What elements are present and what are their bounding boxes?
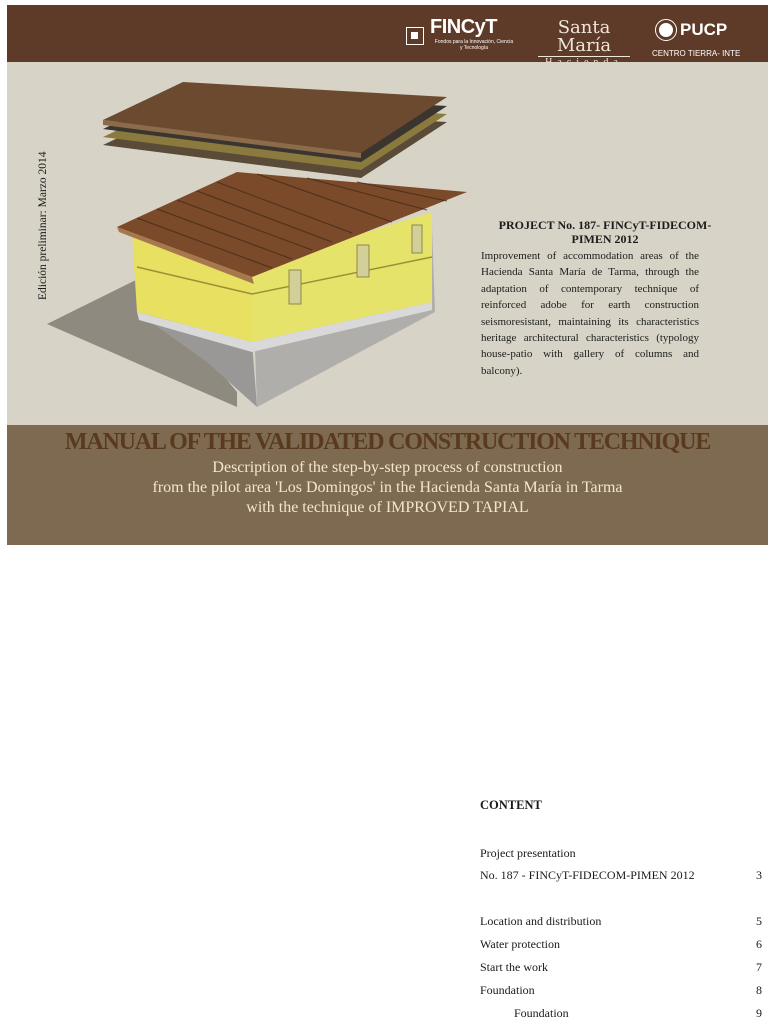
pucp-logo-subtitle: CENTRO TIERRA- INTE [652,49,741,58]
toc-row-label: Location and distribution [480,914,602,928]
fincyt-logo [400,17,512,57]
toc-row[interactable] [480,1006,762,1022]
toc-row[interactable] [480,960,762,976]
toc-row-label: Start the work [480,960,548,974]
manual-title: MANUAL OF THE VALIDATED CONSTRUCTION TECHNIQUE [64,429,711,455]
toc-row-page: 7 [756,960,762,974]
toc-row-label: Foundation [480,983,535,997]
edition-note: Edición preliminar: Marzo 2014 [37,151,49,300]
fincyt-logo-name: FINCyT [430,16,497,38]
toc-row[interactable] [480,937,762,953]
toc-row-page: 8 [756,983,762,997]
toc-row[interactable] [480,914,762,930]
window-2 [357,245,369,277]
toc-row-label: Water protection [480,937,560,951]
toc-row-page: 9 [756,1006,762,1020]
santa-maria-logo [529,19,639,59]
toc-row-page: 6 [756,937,762,951]
window-1 [289,270,301,304]
fincyt-chip-icon [406,27,424,45]
banner-description-line: Description of the step-by-step process of construction [212,459,563,476]
cover-hero [7,62,768,425]
window-3 [412,225,422,253]
fincyt-logo-tagline: Fondos para la Innovación, Ciencia y Tecnología [434,39,514,51]
banner-description-line: from the pilot area 'Los Domingos' in the Hacienda Santa María in Tarma [152,479,623,496]
pucp-logo-name: PUCP [680,20,728,39]
toc-row-label: No. 187 - FINCyT-FIDECOM-PIMEN 2012 [480,868,695,882]
project-description: Improvement of accommodation areas of the Hacienda Santa María de Tarma, through the adaptation of contemporary technique of reinforced adobe for earth construction seismoresistant, maintaining its characteristics heritage architectural characteristics (typology house-patio with gallery of columns and balcony). [481,250,699,377]
toc-row-page: 5 [756,914,762,928]
project-title: PROJECT No. 187- FINCyT-FIDECOM-PIMEN 2012 [498,218,712,246]
header-bar [7,5,768,62]
title-banner [7,425,768,545]
toc-row-label: Project presentation [480,846,576,860]
banner-description-line: with the technique of IMPROVED TAPIAL [246,499,529,516]
toc-row-page: 3 [756,868,762,882]
santa-maria-logo-name: Santa María [556,17,612,56]
toc-heading: CONTENT [480,798,542,812]
toc-row-label: Foundation [514,1006,569,1020]
toc-row[interactable] [480,983,762,999]
pucp-seal-icon [656,20,676,40]
toc-row[interactable] [480,846,762,862]
toc-row[interactable] [480,868,762,884]
pucp-logo [652,17,762,59]
